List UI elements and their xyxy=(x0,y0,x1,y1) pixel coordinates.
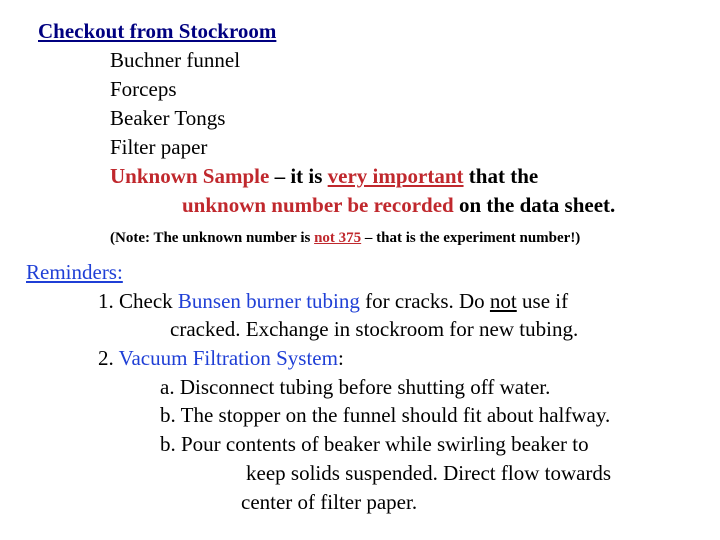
very-important-text: very important xyxy=(327,164,464,188)
reminder-2-colon: : xyxy=(337,346,344,370)
reminder-2-line xyxy=(98,344,344,372)
reminder-2a: a. Disconnect tubing before shutting off water. xyxy=(160,375,551,399)
bunsen-tubing-text: Bunsen burner tubing xyxy=(177,289,360,313)
item-beaker-tongs: Beaker Tongs xyxy=(110,106,226,130)
reminder-1-end: use if xyxy=(516,289,569,313)
note-post-text: – that is the experiment number!) xyxy=(361,230,581,246)
unknown-after-text: that the xyxy=(463,164,539,188)
vacuum-filtration-text: Vacuum Filtration System xyxy=(118,346,338,370)
note-not-375: not 375 xyxy=(314,230,362,246)
reminder-1-number: 1. Check xyxy=(98,289,178,313)
reminder-2b-continuation-1: keep solids suspended. Direct flow towards xyxy=(246,461,612,485)
reminder-2b-continuation-2: center of filter paper. xyxy=(241,490,418,514)
item-buchner-funnel: Buchner funnel xyxy=(110,48,241,72)
unknown-number-text: unknown number be recorded xyxy=(182,193,454,217)
data-sheet-text: on the data sheet. xyxy=(453,193,616,217)
checkout-title: Checkout from Stockroom xyxy=(38,19,277,43)
not-text: not xyxy=(489,289,517,313)
item-filter-paper: Filter paper xyxy=(110,135,208,159)
note-pre-text: (Note: The unknown number is xyxy=(110,230,315,246)
reminder-1-line xyxy=(98,287,568,315)
unknown-sample-label: Unknown Sample xyxy=(110,164,270,188)
note-line xyxy=(110,224,580,252)
reminder-1-rest: for cracks. Do xyxy=(359,289,490,313)
reminder-2b-pour: b. Pour contents of beaker while swirling beaker to xyxy=(160,432,589,456)
unknown-dash-text: – it is xyxy=(269,164,328,188)
reminder-1-continuation: cracked. Exchange in stockroom for new tubing. xyxy=(170,317,579,341)
reminder-2-number: 2. xyxy=(98,346,119,370)
unknown-number-line xyxy=(182,191,615,219)
reminder-2b-stopper: b. The stopper on the funnel should fit about halfway. xyxy=(160,403,611,427)
reminders-title: Reminders: xyxy=(26,260,123,284)
unknown-sample-line xyxy=(110,162,538,190)
item-forceps: Forceps xyxy=(110,77,177,101)
